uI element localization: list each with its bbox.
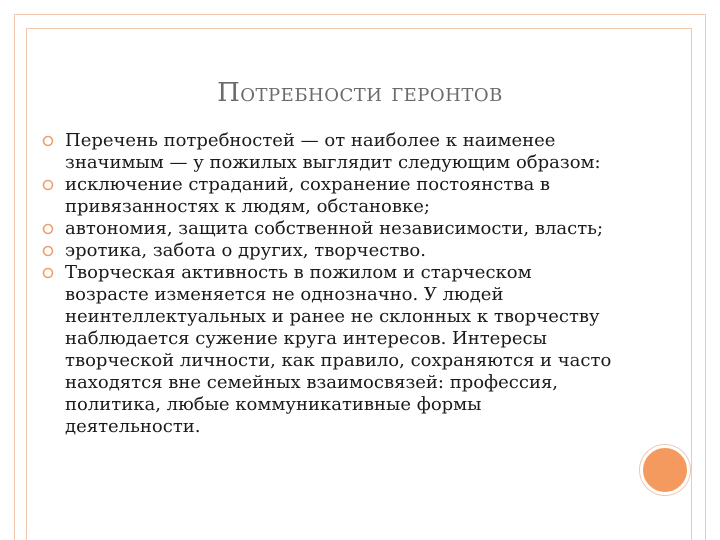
list-item [40, 262, 620, 438]
decorative-orange-circle [640, 445, 690, 495]
ring-bullet-icon [41, 178, 55, 192]
list-item-text: автономия, защита собственной независимости, власть; [65, 218, 604, 239]
list-item [40, 218, 620, 240]
list-item-text: Творческая активность в пожилом и старческом возрасте изменяется не однозначно. У людей неинтеллектуальных и ранее не склонных к творчеству наблюдается сужение круга интересов. Интересы творческой личности, как правило, сохраняются и часто находятся вне семейных взаимосвязей: профессия, политика, любые коммуникативные формы деятельности. [65, 262, 612, 437]
slide-title: Потребности геронтов [217, 78, 503, 108]
list-item [40, 240, 620, 262]
ring-bullet-icon [41, 134, 55, 148]
list-item-text: исключение страданий, сохранение постоянства в привязанностях к людям, обстановке; [65, 174, 551, 217]
list-item [40, 130, 620, 174]
list-item [40, 174, 620, 218]
list-item-text: Перечень потребностей — от наиболее к наименее значимым — у пожилых выглядит следующим образом: [65, 130, 601, 173]
list-item-text: эротика, забота о других, творчество. [65, 240, 426, 261]
ring-bullet-icon [41, 244, 55, 258]
bullet-list [40, 130, 620, 438]
ring-bullet-icon [41, 222, 55, 236]
ring-bullet-icon [41, 266, 55, 280]
